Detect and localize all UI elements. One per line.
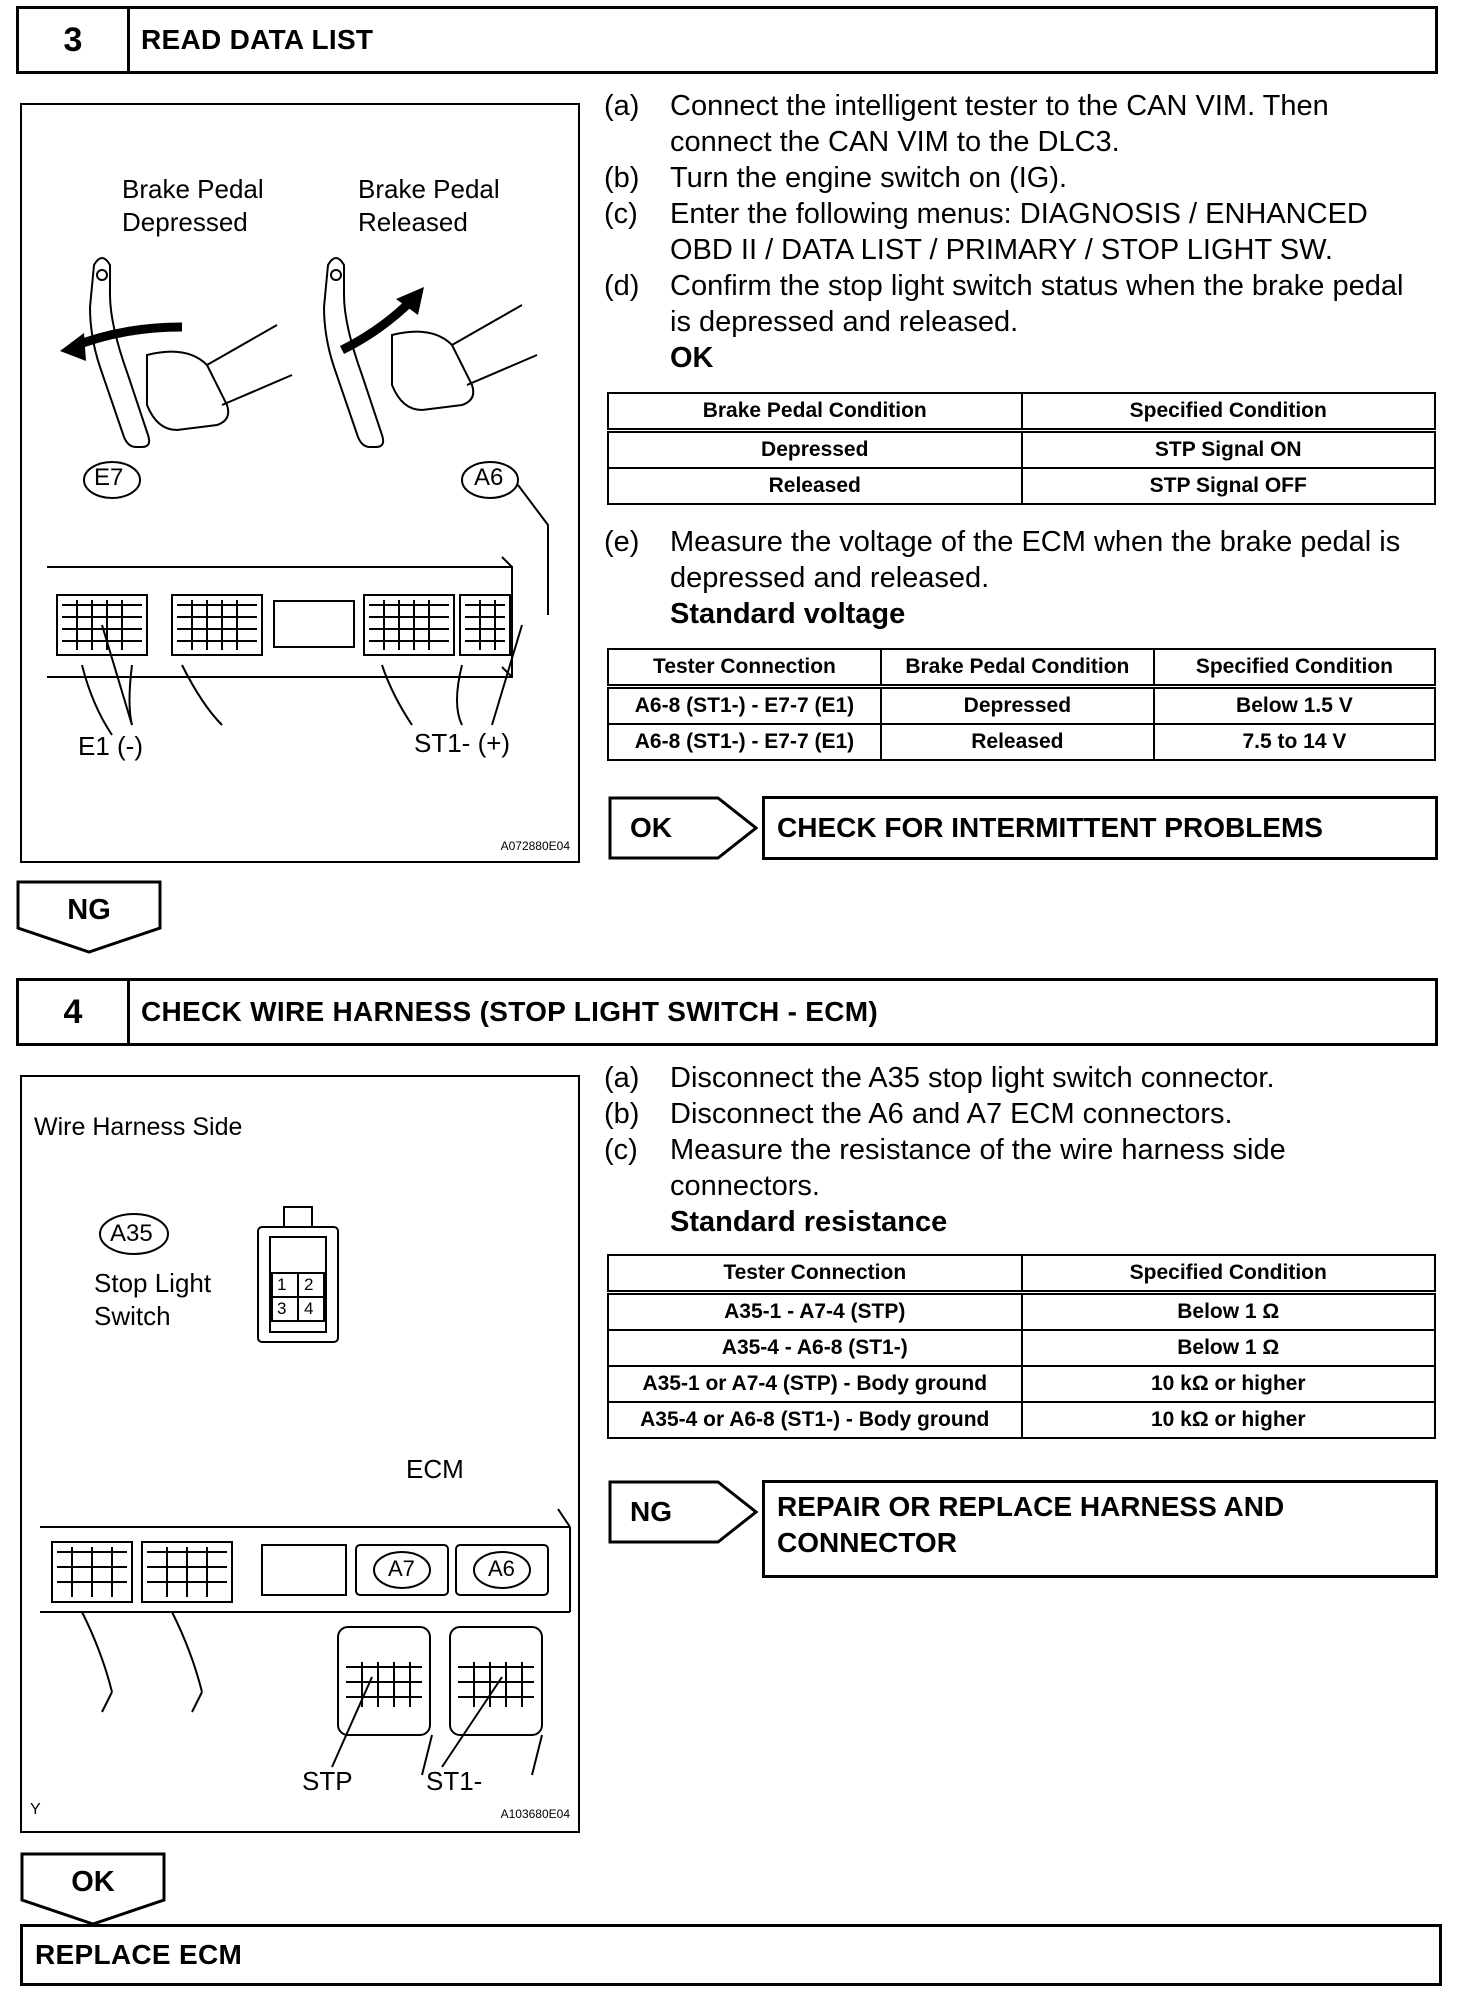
connector-a6-label: A6 bbox=[488, 1556, 515, 1581]
ng-tag-label: NG bbox=[630, 1496, 672, 1527]
standard-voltage-label: Standard voltage bbox=[670, 598, 906, 630]
ok-label: OK bbox=[670, 342, 714, 374]
ng-down-tag[interactable]: NG bbox=[16, 880, 162, 954]
instruction-c: (c) Measure the resistance of the wire harness side connectors. bbox=[604, 1134, 1286, 1202]
step3-instructions bbox=[604, 88, 1444, 376]
figure-code: A072880E04 bbox=[500, 839, 570, 853]
step3-title: READ DATA LIST bbox=[141, 24, 374, 55]
step4-ng-result[interactable] bbox=[608, 1480, 1438, 1578]
step3-figure bbox=[20, 103, 580, 863]
corner-mark: Y bbox=[30, 1801, 41, 1818]
instruction-a: (a) Connect the intelligent tester to the CAN VIM. Then connect the CAN VIM to the DLC3. bbox=[604, 90, 1329, 158]
harness-illustration bbox=[22, 1077, 578, 1831]
wire-harness-side-label: Wire Harness Side bbox=[34, 1113, 243, 1141]
connector-e7-label: E7 bbox=[94, 464, 124, 491]
connector-a35-label: A35 bbox=[110, 1220, 153, 1247]
stop-light-switch-label: Stop Light Switch bbox=[94, 1268, 212, 1331]
terminal-e1-label: E1 (-) bbox=[78, 731, 143, 761]
replace-ecm-title: REPLACE ECM bbox=[35, 1939, 243, 1970]
step4-instructions bbox=[604, 1060, 1444, 1240]
table-row: A6-8 (ST1-) - E7-7 (E1) Depressed Below 1.5 V bbox=[608, 687, 1435, 725]
pin-3: 3 bbox=[277, 1299, 287, 1318]
step3-number: 3 bbox=[19, 9, 130, 71]
instruction-c: (c) Enter the following menus: DIAGNOSIS / ENHANCED OBD II / DATA LIST / PRIMARY / STOP LIGHT SW. bbox=[604, 198, 1368, 266]
pin-4: 4 bbox=[304, 1299, 314, 1318]
step3-ok-result[interactable] bbox=[608, 796, 1438, 860]
voltage-table: Tester Connection Brake Pedal Condition Specified Condition A6-8 (ST1-) - E7-7 (E1) Depressed Below 1.5 V A6-8 (ST1-) - E7-7 (E1) Released 7.5 to 14 V bbox=[607, 648, 1436, 761]
label-depressed: Brake Pedal Depressed bbox=[122, 174, 264, 237]
resistance-table: Tester Connection Specified Condition A35-1 - A7-4 (STP) Below 1 Ω A35-4 - A6-8 (ST1-) Below 1 Ω A35-1 or A7-4 (STP) - Body ground 10 kΩ or higher A35-4 or A6-8 (ST1-) - Body ground 10 kΩ or higher bbox=[607, 1254, 1436, 1439]
instruction-a: (a) Disconnect the A35 stop light switch connector. bbox=[604, 1062, 1275, 1094]
step4-title: CHECK WIRE HARNESS (STOP LIGHT SWITCH - ECM) bbox=[141, 996, 879, 1027]
instruction-b: (b) Turn the engine switch on (IG). bbox=[604, 162, 1068, 194]
terminal-stp-label: STP bbox=[302, 1766, 353, 1796]
check-intermittent-box: CHECK FOR INTERMITTENT PROBLEMS bbox=[762, 796, 1438, 860]
table-row: Released STP Signal OFF bbox=[608, 468, 1435, 504]
label-released: Brake Pedal Released bbox=[358, 174, 500, 237]
pin-2: 2 bbox=[304, 1275, 314, 1294]
ok-down-tag[interactable]: OK bbox=[20, 1852, 166, 1926]
connector-a6-label: A6 bbox=[474, 464, 504, 491]
terminal-st1-label: ST1- (+) bbox=[414, 728, 511, 758]
pin-1: 1 bbox=[277, 1275, 287, 1294]
table-row: A35-4 - A6-8 (ST1-) Below 1 Ω bbox=[608, 1330, 1435, 1366]
terminal-st1-label: ST1- bbox=[426, 1766, 483, 1796]
ecm-label: ECM bbox=[406, 1454, 464, 1484]
table-row: Depressed STP Signal ON bbox=[608, 431, 1435, 469]
step3-instruction-e: (e) Measure the voltage of the ECM when the brake pedal is depressed and released. Standard voltage bbox=[604, 524, 1444, 632]
step4-header bbox=[16, 978, 1438, 1046]
table-row: A35-1 or A7-4 (STP) - Body ground 10 kΩ or higher bbox=[608, 1366, 1435, 1402]
final-step bbox=[20, 1924, 1442, 1986]
table-row: A6-8 (ST1-) - E7-7 (E1) Released 7.5 to 14 V bbox=[608, 724, 1435, 760]
instruction-d: (d) Confirm the stop light switch status when the brake pedal is depressed and released. bbox=[604, 270, 1404, 338]
table-row: A35-1 - A7-4 (STP) Below 1 Ω bbox=[608, 1293, 1435, 1331]
step4-figure bbox=[20, 1075, 580, 1833]
step3-header bbox=[16, 6, 1438, 74]
table-row: A35-4 or A6-8 (ST1-) - Body ground 10 kΩ or higher bbox=[608, 1402, 1435, 1438]
ok-tag-label: OK bbox=[630, 812, 672, 843]
standard-resistance-label: Standard resistance bbox=[670, 1206, 948, 1238]
repair-harness-box: REPAIR OR REPLACE HARNESS AND CONNECTOR bbox=[762, 1480, 1438, 1578]
pedal-status-table: Brake Pedal Condition Specified Condition Depressed STP Signal ON Released STP Signal OFF bbox=[607, 392, 1436, 505]
connector-a7-label: A7 bbox=[388, 1556, 415, 1581]
step4-number: 4 bbox=[19, 981, 130, 1043]
instruction-b: (b) Disconnect the A6 and A7 ECM connectors. bbox=[604, 1098, 1233, 1130]
figure-code: A103680E04 bbox=[500, 1807, 570, 1821]
